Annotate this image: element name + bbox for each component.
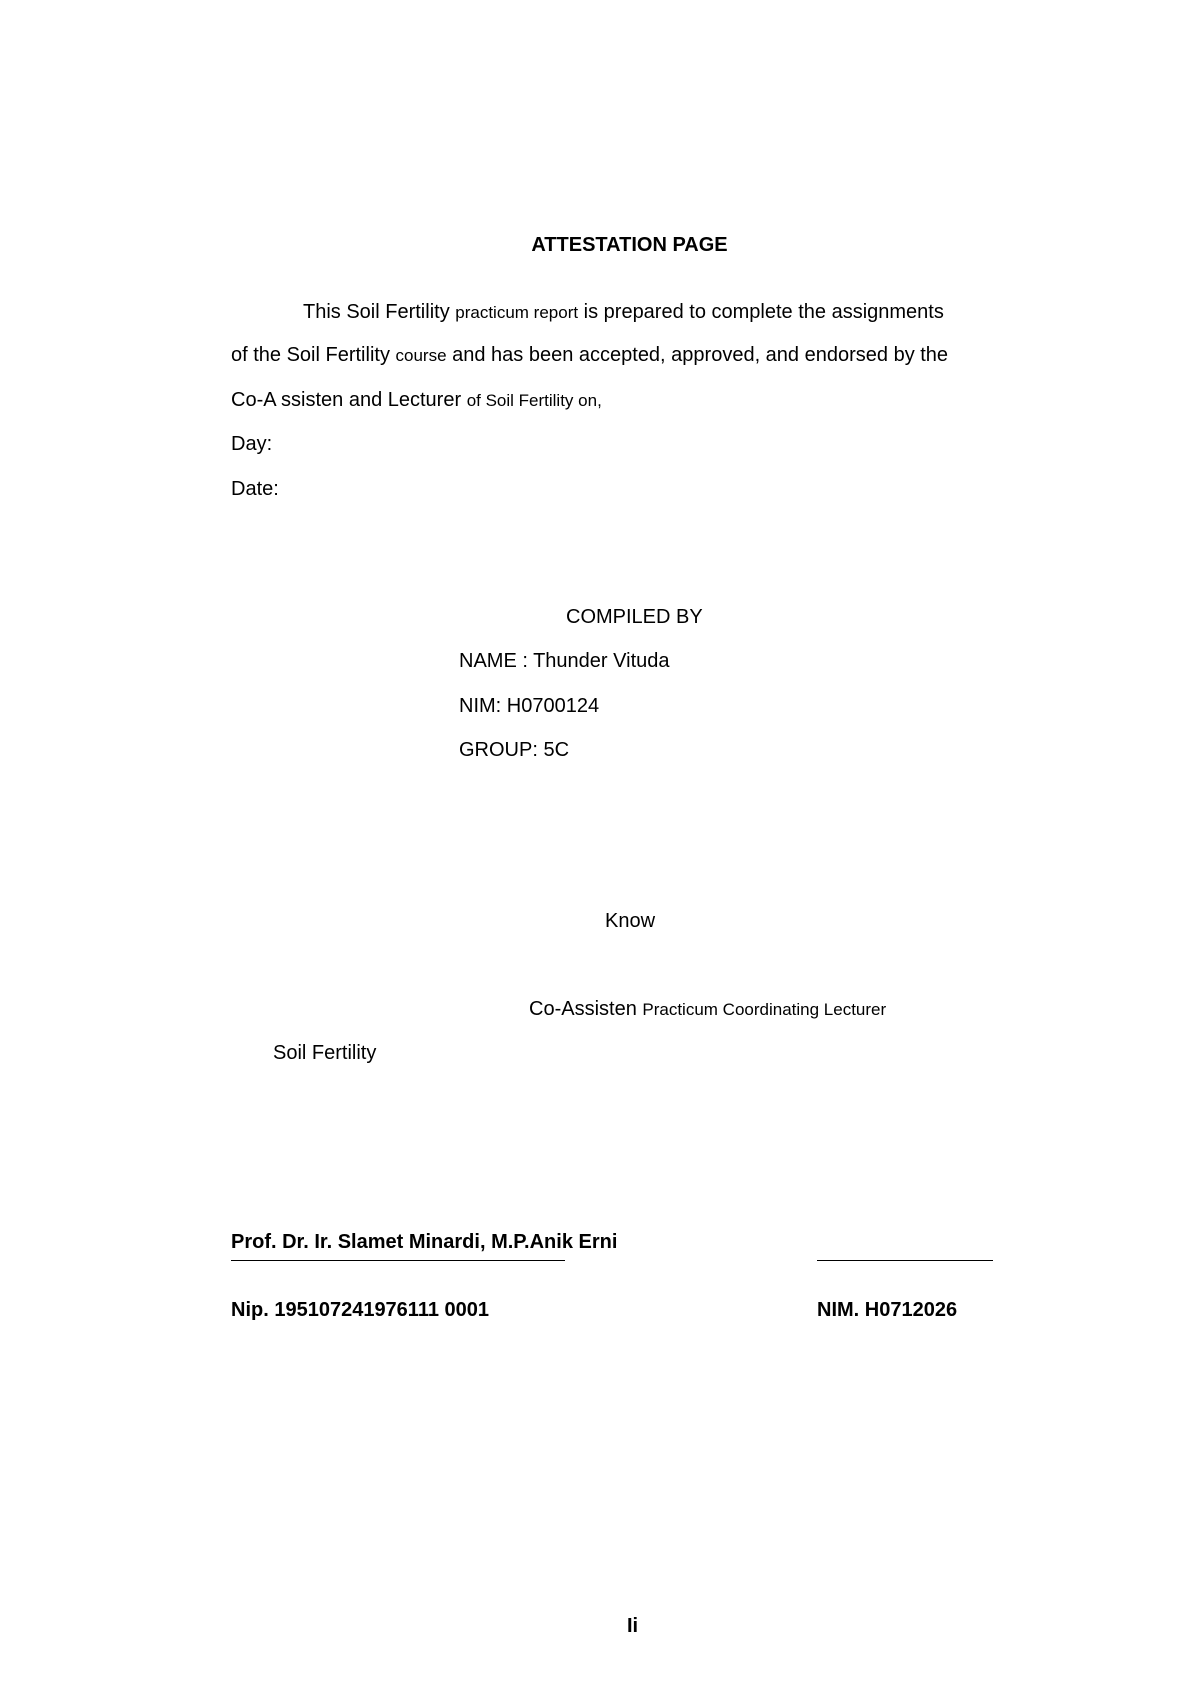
date-label: Date: [231,478,279,500]
paragraph-text: and has been accepted, approved, and endorsed by the [452,344,949,366]
coordinating-lecturer-title: Practicum Coordinating Lecturer [642,1000,887,1019]
lecturer-signature-line [231,1260,565,1261]
assistant-name: Anik Erni [529,1231,618,1253]
paragraph-text-small: of Soil Fertility on, [466,391,602,410]
paragraph-line-2 [231,343,948,368]
compiled-name: NAME : Thunder Vituda [459,650,670,672]
paragraph-text-small: course [395,346,447,365]
know-label: Know [605,910,656,932]
coassisten-title: Co-Assisten [529,998,637,1020]
paragraph-line-3 [231,388,602,413]
signature-names [231,1230,617,1254]
paragraph-text: This Soil Fertility [303,301,450,323]
page-title: ATTESTATION PAGE [531,234,728,256]
assistant-nim: NIM. H0712026 [817,1299,958,1321]
signatory-titles [529,997,886,1022]
paragraph-text: is prepared to complete the assignments [583,301,944,323]
paragraph-text-small: practicum report [455,303,579,322]
compiled-nim: NIM: H0700124 [459,695,600,717]
paragraph-text: of the Soil Fertility [231,344,390,366]
assistant-signature-line [817,1260,993,1261]
compiled-by-heading: COMPILED BY [566,606,703,628]
lecturer-name: Prof. Dr. Ir. Slamet Minardi, M.P. [231,1231,530,1253]
page-number: Ii [627,1615,639,1637]
paragraph-text: Co-A ssisten and Lecturer [231,389,462,411]
compiled-group: GROUP: 5C [459,739,570,761]
subject-label: Soil Fertility [273,1042,377,1064]
day-label: Day: [231,433,273,455]
paragraph-line-1 [303,300,944,325]
lecturer-nip: Nip. 195107241976111 0001 [231,1299,490,1321]
